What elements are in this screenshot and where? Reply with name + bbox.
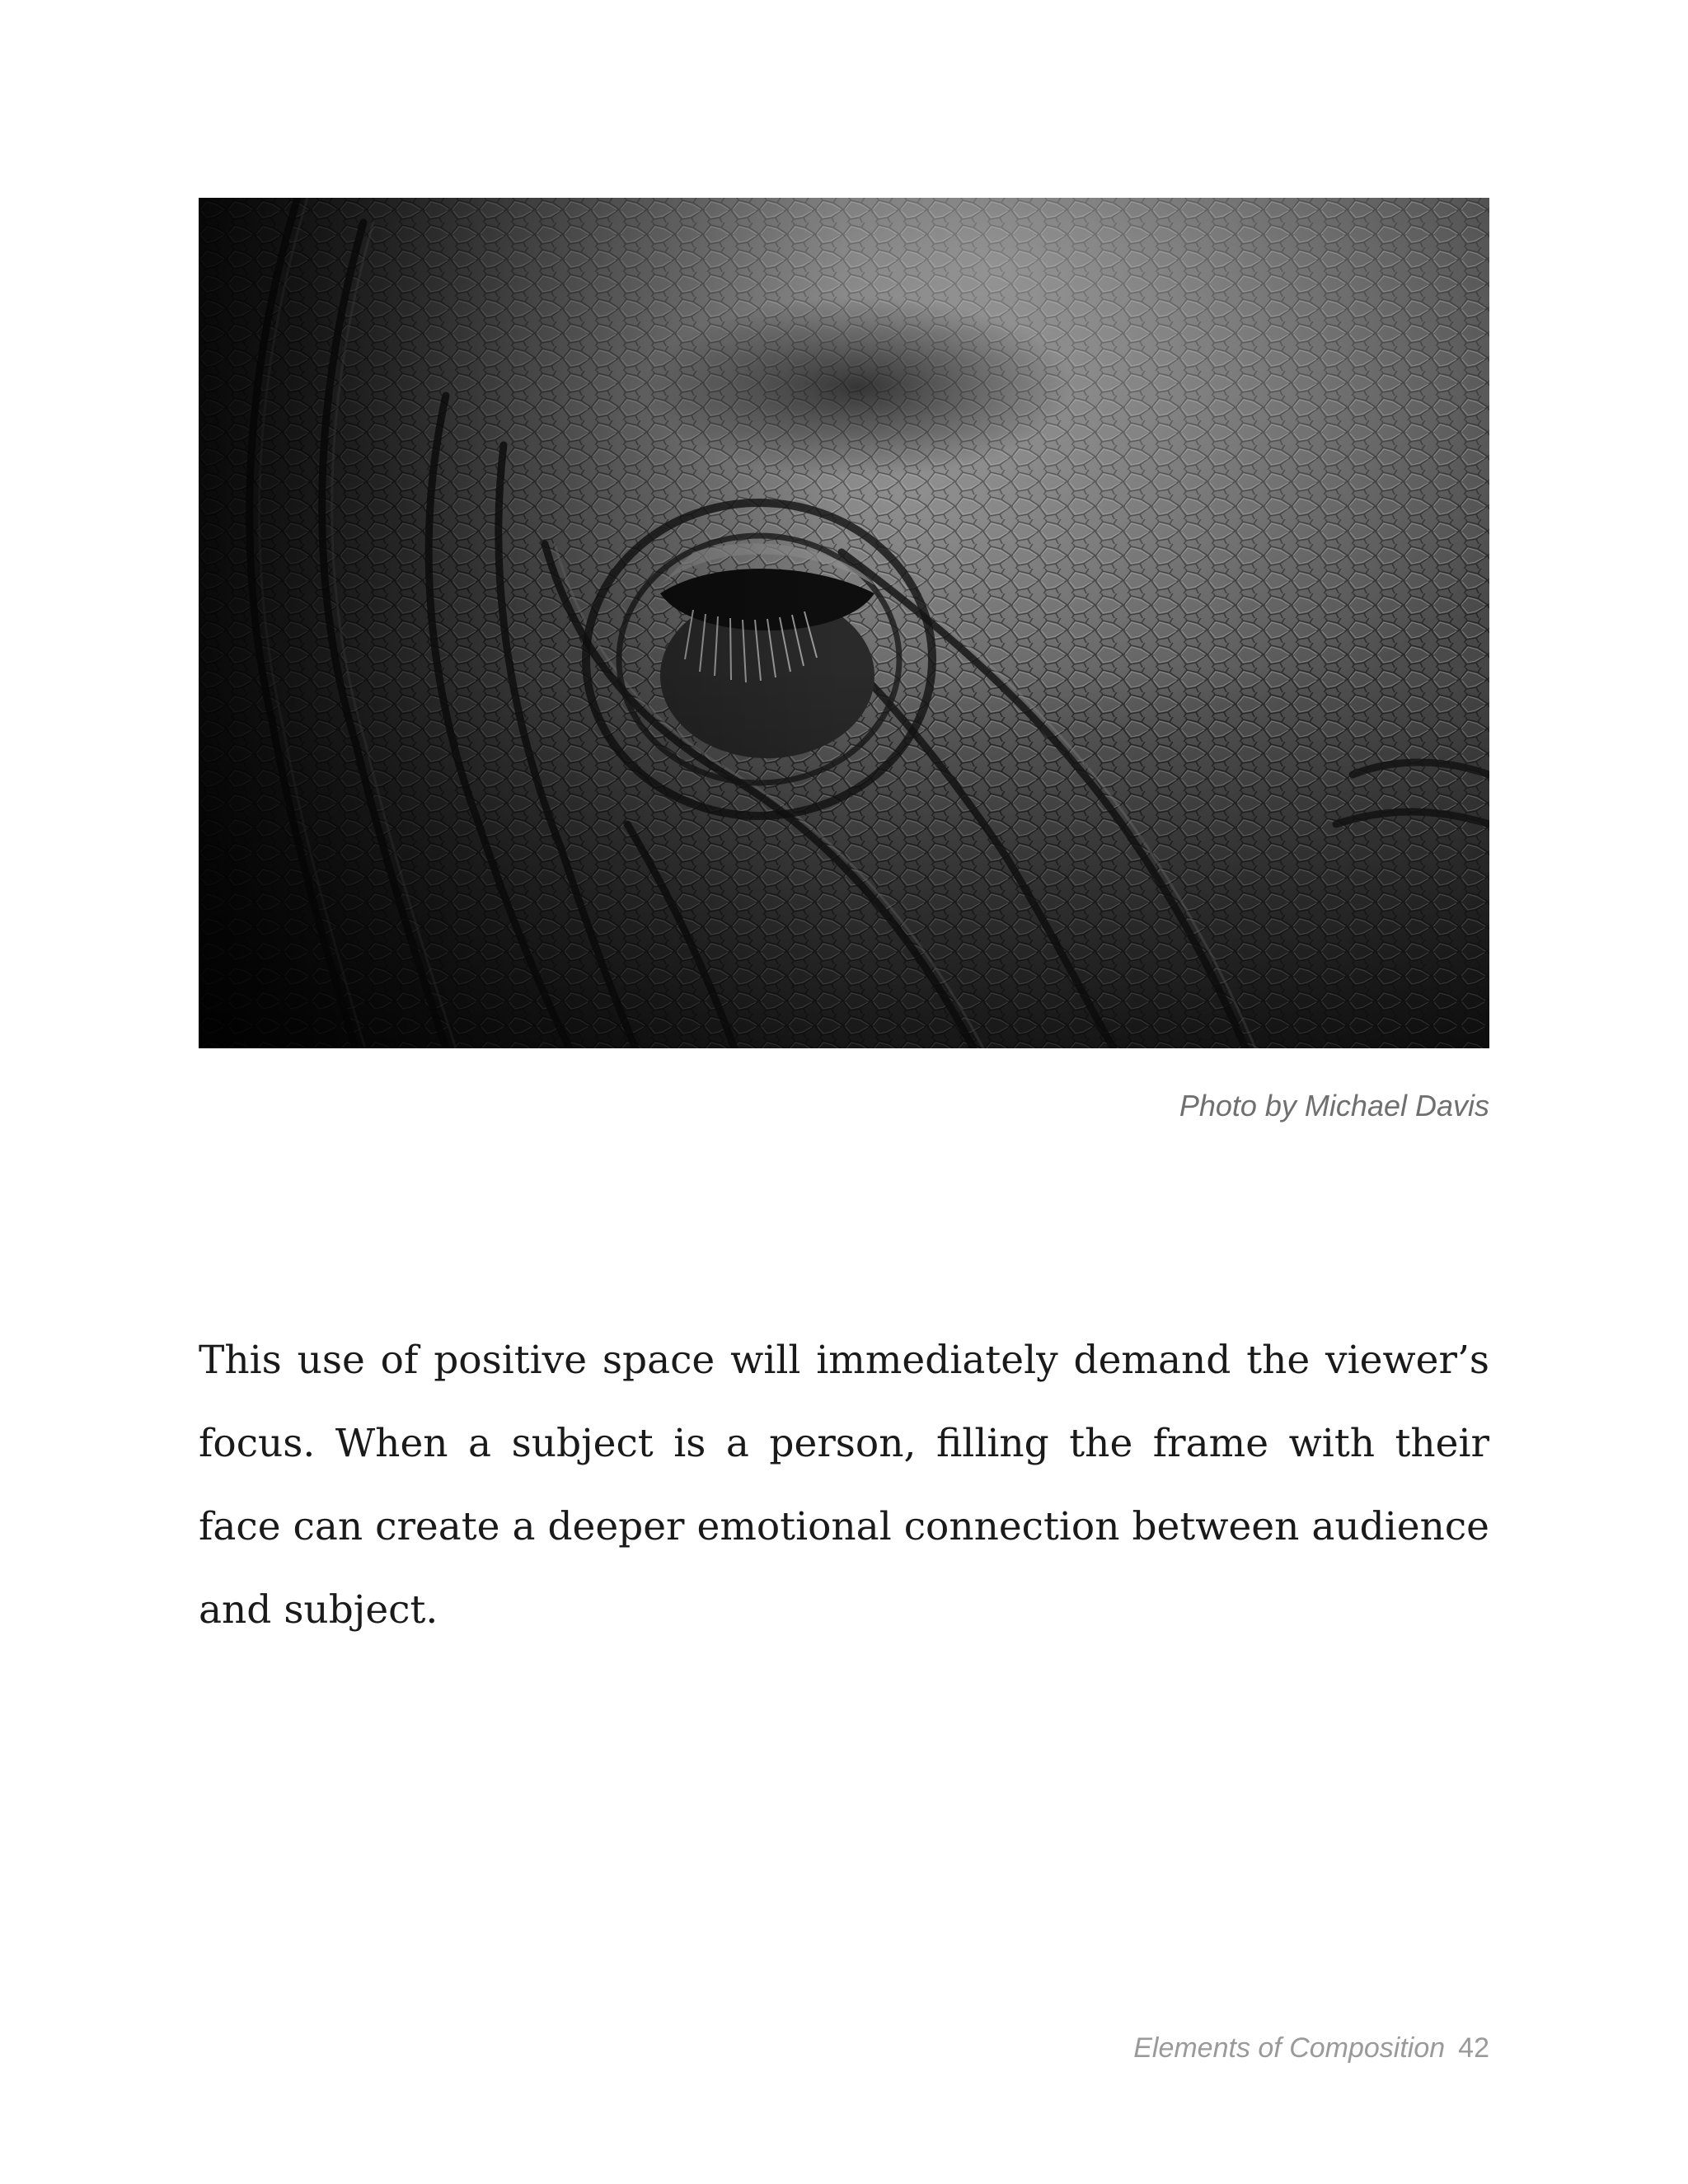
elephant-eye-photo: [199, 198, 1489, 1048]
running-title: Elements of Composition: [1133, 2032, 1446, 2064]
photo-caption: Photo by Michael Davis: [1179, 1089, 1489, 1122]
page-number: 42: [1458, 2032, 1489, 2064]
page-footer: [1133, 2029, 1489, 2067]
body-paragraph: This use of positive space will immediately demand the viewer’s focus. When a subject is a person, filling the frame with their face can create a deeper emotional connection between audience and subject.: [199, 1338, 1489, 1633]
